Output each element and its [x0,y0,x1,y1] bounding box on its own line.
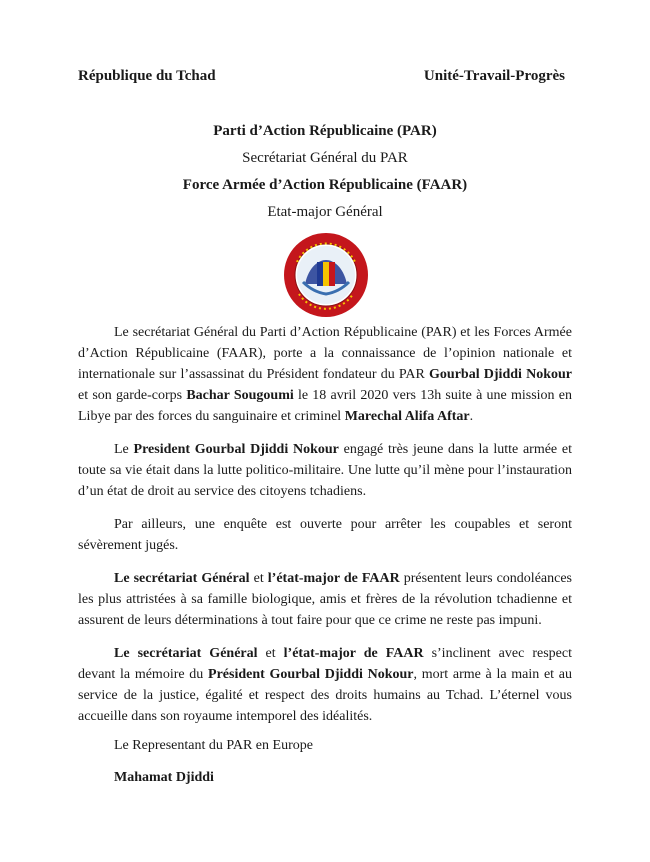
paragraph-3: Par ailleurs, une enquête est ouverte pour arrêter les coupables et seront sévèrement jugés. [78,517,572,553]
staff-title: Etat-major Général [267,204,383,220]
secretariat-title: Secrétariat Général du PAR [242,150,408,166]
paragraph-4: Le secrétariat Général et l’état-major de FAAR présentent leurs condoléances les plus attristées à sa famille biologique, amis et frères de la révolution tchadienne et assurent de leurs déterminations à tout faire pour que ce crime ne reste pas impuni. [78,571,573,628]
signatory-role: Le Representant du PAR en Europe [114,738,313,753]
party-title: Parti d’Action Républicaine (PAR) [213,123,437,139]
paragraph-5: Le secrétariat Général et l’état-major de FAAR s’inclinent avec respect devant la mémoire du Président Gourbal Djiddi Nokour, mort arme à la main et au service de la justice, égalité et respect des droits humains au Tchad. L’éternel vous accueille dans son royaume intemporel des idéalités. [78,646,572,724]
motto-header: Unité-Travail-Progrès [423,68,565,84]
country-header: République du Tchad [78,68,216,84]
paragraph-2: Le President Gourbal Djiddi Nokour engagé très jeune dans la lutte armée et toute sa vie était dans la lutte politico-militaire. Une lutte qu’il mène pour l’instauration d’un état de droit au service des citoyens tchadiens. [78,442,572,499]
body-text [78,322,572,739]
signatory-name: Mahamat Djiddi [114,770,214,785]
party-emblem-icon [283,232,369,318]
force-title: Force Armée d’Action Républicaine (FAAR) [182,177,468,193]
paragraph-1: Le secrétariat Général du Parti d’Action Républicaine (PAR) et les Forces Armée d’Action Républicaine (FAAR), porte a la connaissance de l’opinion nationale et internationale sur l’assassinat du Président fondateur du PAR Gourbal Djiddi Nokour et son garde-corps Bachar Sougoumi le 18 avril 2020 vers 13h suite à une mission en Libye par des forces du sanguinaire et criminel Marechal Alifa Aftar. [78,325,572,424]
